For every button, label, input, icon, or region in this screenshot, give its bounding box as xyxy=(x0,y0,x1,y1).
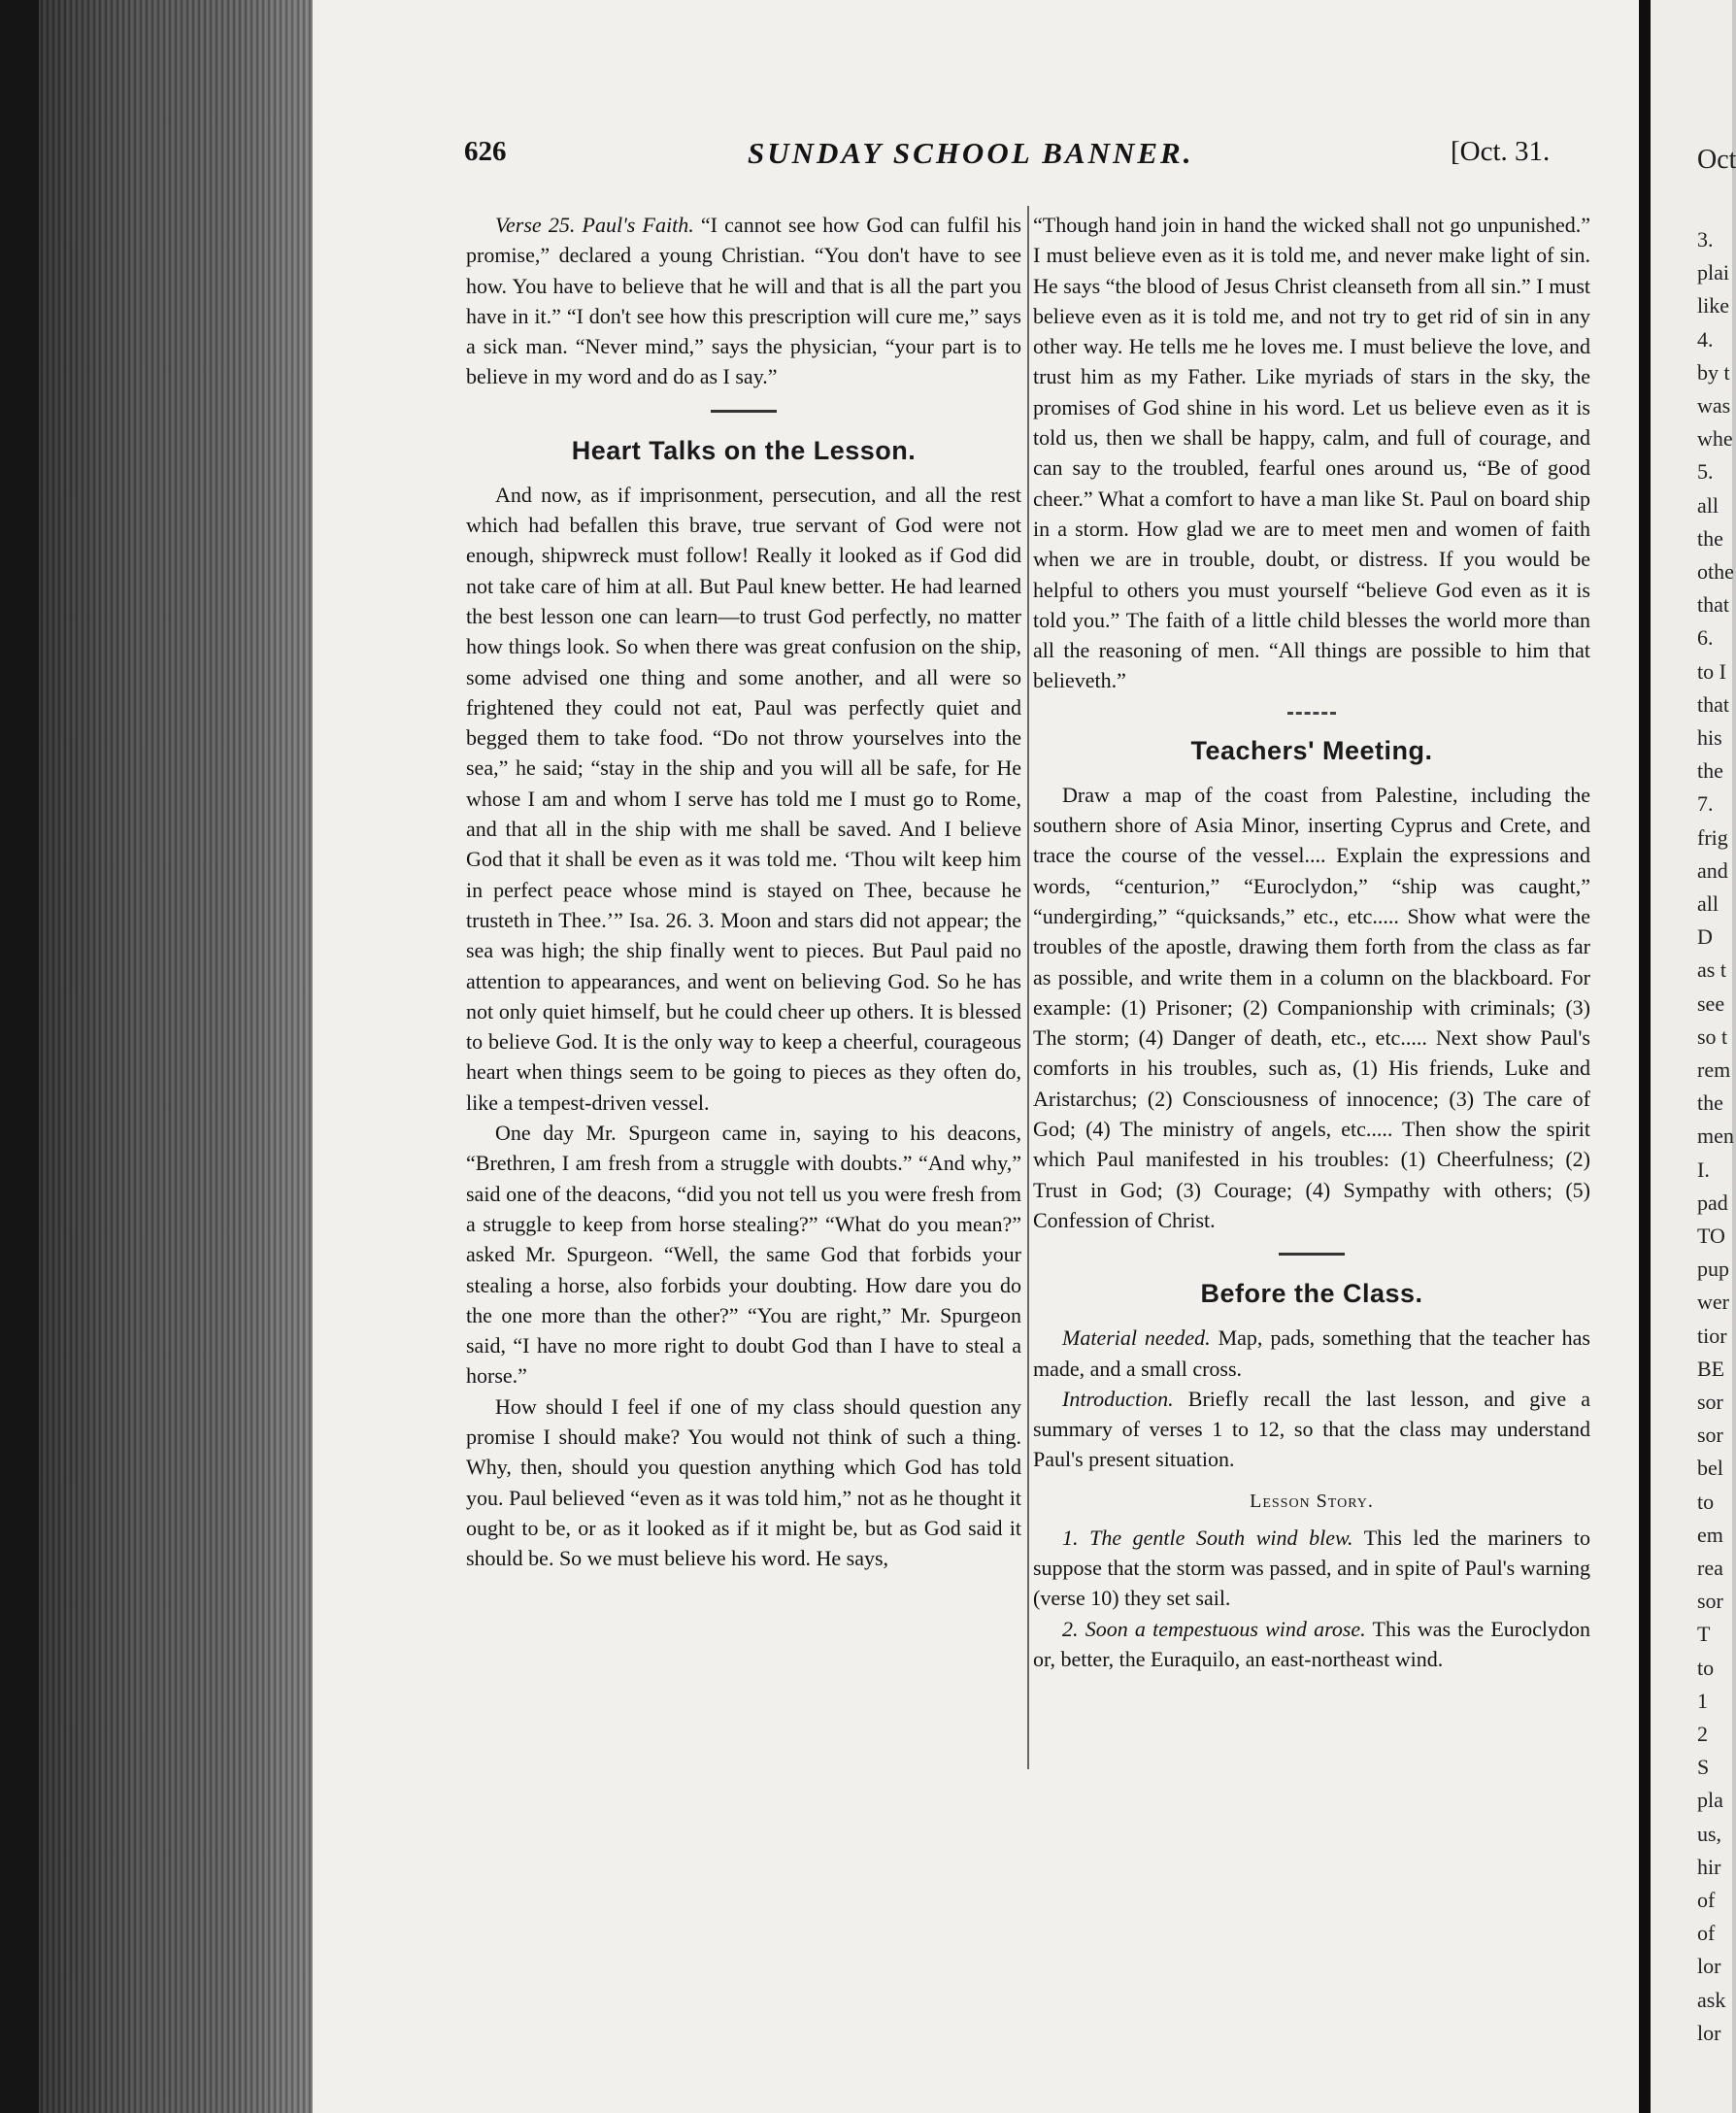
left-column xyxy=(466,210,1021,1573)
facing-page-fragment-line: em xyxy=(1697,1522,1723,1547)
verse-paragraph xyxy=(466,210,1021,392)
story-item-1-text: This led the mariners to suppose that the storm was passed, and in spite of Paul's warning (verse 10) they set sail. xyxy=(1033,1525,1590,1611)
before-the-class-heading: Before the Class. xyxy=(1200,1279,1423,1309)
facing-page-fragment-line: that xyxy=(1697,691,1729,717)
material-text: Map, pads, something that the teacher has made, and a small cross. xyxy=(1033,1325,1590,1381)
facing-page-fragment-line: sor xyxy=(1697,1390,1723,1414)
facing-page-fragment-line: TO xyxy=(1697,1224,1725,1248)
facing-page-fragment-line: to xyxy=(1697,1489,1715,1514)
facing-page-header: Oct xyxy=(1697,145,1736,175)
facing-page-fragment-line: sor xyxy=(1697,1589,1723,1614)
journal-title: SUNDAY SCHOOL BANNER. xyxy=(748,136,1194,170)
story-item-2-lede: 2. Soon a tempestuous wind arose. xyxy=(1062,1616,1366,1641)
lesson-story-heading: Lesson Story. xyxy=(1250,1490,1374,1512)
facing-page-fragment-line: the xyxy=(1697,525,1723,551)
story-item-2 xyxy=(1033,1614,1590,1675)
facing-page-fragment-line: to xyxy=(1697,1655,1715,1680)
facing-page-fragment-line: the xyxy=(1697,758,1723,784)
facing-page-fragment-line: his xyxy=(1697,725,1722,750)
facing-page-fragment-line: T xyxy=(1697,1622,1711,1647)
facing-page-fragment-line: was xyxy=(1697,393,1731,418)
facing-page-fragment-line: 1 xyxy=(1697,1688,1708,1713)
facing-page-fragment-line: lor xyxy=(1697,1954,1721,1979)
facing-page-fragment-line: that xyxy=(1697,592,1729,618)
facing-page-fragment-line: all xyxy=(1697,492,1719,518)
facing-page-fragment-line: to I xyxy=(1697,658,1726,684)
facing-page-fragment-line: lor xyxy=(1697,2020,1721,2045)
facing-page-fragment-line: frig xyxy=(1697,824,1728,850)
verse-text: “I cannot see how God can fulfil his promise,” declared a young Christian. “You don't have to see how. You have to believe that he will and that is all the part you have in it.” “I don't see how this prescription will cure me,” says a sick man. “Never mind,” says the physician, “your part is to believe in my word and do as I say.” xyxy=(466,213,1021,389)
teachers-meeting-text: Draw a map of the coast from Palestine, including the southern shore of Asia Minor, inserting Cyprus and Crete, and trace the course of the vessel.... Explain the expressions and words, “centurion,” “Euroclydon,” “ship was caught,” “undergirding,” “quicksands,” etc., etc..... Show what were the troubles of the apostle, drawing them forth from the class as far as possible, and write them in a column on the blackboard. For example: (1) Prisoner; (2) Companionship with criminals; (3) The storm; (4) Danger of death, etc., etc..... Next show Paul's comforts in his troubles, such as, (1) His friends, Luke and Aristarchus; (2) Consciousness of innocence; (3) The care of God; (4) The ministry of angels, etc..... Then show the spirit which Paul manifested in his troubles: (1) Cheerfulness; (2) Trust in God; (3) Courage; (4) Sympathy with others; (5) Confession of Christ. xyxy=(1033,782,1590,1232)
facing-page-fragment-line: as t xyxy=(1697,957,1726,983)
facing-page-fragment-line: us, xyxy=(1697,1821,1722,1846)
facing-page-fragment-line: pup xyxy=(1697,1257,1729,1282)
introduction-text: Briefly recall the last lesson, and give a summary of verses 1 to 12, so that the class may understand Paul's present situation. xyxy=(1033,1386,1591,1472)
heart-talks-paragraph-2: One day Mr. Spurgeon came in, saying to his deacons, “Brethren, I am fresh from a struggle with doubts.” “And why,” said one of the deacons, “did you not tell us you were fresh from a struggle to keep from horse stealing?” “What do you mean?” asked Mr. Spurgeon. “Well, the same God that forbids your stealing a horse, also forbids your doubting. How dare you do the one more than the other?” “You are right,” Mr. Spurgeon said, “I have no more right to doubt God than I have to steal a horse.” xyxy=(466,1121,1021,1389)
facing-page-fragment-line: D xyxy=(1697,924,1713,950)
introduction-paragraph xyxy=(1033,1384,1590,1475)
facing-page-fragment-line: see xyxy=(1697,990,1725,1016)
facing-page-fragment-line: whe xyxy=(1697,426,1733,452)
right-column xyxy=(1033,210,1590,1674)
column-divider xyxy=(1027,206,1029,1769)
facing-page-fragment-line: sor xyxy=(1697,1423,1723,1448)
facing-page-fragment-line: by t xyxy=(1697,359,1730,385)
teachers-meeting-heading: Teachers' Meeting. xyxy=(1190,735,1433,765)
heart-talks-continuation: “Though hand join in hand the wicked shall not go unpunished.” I must believe even as it is told me, and never make light of sin. He says “the blood of Jesus Christ cleanseth from all sin.” I must believe even as it is told me, and not try to get rid of sin in any other way. He tells me he loves me. I must believe the love, and trust him as my Father. Like myriads of stars in the sky, the promises of God shine in his word. Let us believe even as it is told us, then we shall be happy, calm, and full of courage, and can say to the troubled, fearful ones around us, “Be of good cheer.” What a comfort to have a man like St. Paul on board ship in a storm. How glad we are to meet men and women of faith when we are in trouble, doubt, or distress. If you would be helpful to others you must yourself “believe God even as it is told you.” The faith of a little child blesses the world more than all the reasoning of men. “All things are possible to him that believeth.” xyxy=(1033,213,1590,693)
facing-page-fragment-line: the xyxy=(1697,1090,1723,1116)
introduction-lede: Introduction. xyxy=(1062,1386,1174,1411)
facing-page-fragment-line: othe xyxy=(1697,559,1734,584)
facing-page-fragment-line: rea xyxy=(1697,1556,1723,1580)
facing-page-fragment-line: 3. xyxy=(1697,227,1714,252)
facing-page-fragment-line: and xyxy=(1697,857,1728,883)
facing-page-fragment-line: like xyxy=(1697,293,1729,319)
story-item-2-text: This was the Euroclydon or, better, the Euraquilo, an east-northeast wind. xyxy=(1033,1616,1590,1671)
book-spine-shadow xyxy=(0,0,39,2113)
facing-page-fragment-line: 2 xyxy=(1697,1722,1708,1746)
facing-page-fragment-line: wer xyxy=(1697,1290,1729,1315)
book-page-edges xyxy=(0,0,313,2113)
facing-page-fragment-line: rem xyxy=(1697,1057,1731,1082)
facing-page-fragment-line: pla xyxy=(1697,1788,1723,1813)
material-lede: Material needed. xyxy=(1062,1325,1211,1351)
page-number: 626 xyxy=(464,136,507,167)
facing-page-fragment-line: hir xyxy=(1697,1854,1721,1879)
facing-page-fragment-line: of xyxy=(1697,1888,1716,1912)
section-rule xyxy=(1287,712,1336,715)
facing-page-fragment-line: so t xyxy=(1697,1023,1728,1049)
story-item-1-lede: 1. The gentle South wind blew. xyxy=(1062,1525,1353,1550)
facing-page-fragment-line: 5. xyxy=(1697,459,1714,485)
material-paragraph xyxy=(1033,1323,1590,1384)
facing-page-fragment-line: of xyxy=(1697,1921,1716,1946)
facing-page-fragment-line: ask xyxy=(1697,1987,1726,2012)
facing-page-fragment-line: 6. xyxy=(1697,625,1714,651)
verse-lede: Verse 25. Paul's Faith. xyxy=(495,213,694,237)
facing-page-fragment-line: I. xyxy=(1697,1157,1710,1182)
facing-page-fragment-line: men xyxy=(1697,1124,1734,1149)
facing-page-fragment-line: BE xyxy=(1697,1356,1725,1381)
facing-page-fragment-line: S xyxy=(1697,1755,1710,1780)
heart-talks-heading: Heart Talks on the Lesson. xyxy=(571,435,917,465)
header-date: [Oct. 31. xyxy=(1451,136,1551,167)
facing-page-fragment-line: 4. xyxy=(1697,326,1714,352)
facing-page-fragment-line: bel xyxy=(1697,1456,1723,1481)
heart-talks-paragraph-3: How should I feel if one of my class should question any promise I should make? You would not think of such a thing. Why, then, should you question anything which God has told you. Paul believed “even as it was told him,” not as he thought it ought to be, or as it looked as if it might be, but as God said it should be. So we must believe his word. He says, xyxy=(466,1393,1021,1571)
facing-page-fragment-line: plai xyxy=(1697,260,1729,285)
facing-page-fragment-line: tior xyxy=(1697,1323,1727,1348)
facing-page-fragment-line: all xyxy=(1697,891,1719,916)
section-rule xyxy=(1279,1253,1345,1256)
story-item-1 xyxy=(1033,1523,1590,1614)
section-rule xyxy=(711,410,777,413)
facing-page-fragment-line: pad xyxy=(1697,1190,1728,1215)
facing-page-fragment-line: 7. xyxy=(1697,791,1714,817)
heart-talks-paragraph-1: And now, as if imprisonment, persecution, and all the rest which had befallen this brave, true servant of God were not enough, shipwreck must follow! Really it looked as if God did not take care of him at all. But Paul knew better. He had learned the best lesson one can learn—to trust God perfectly, no matter how things look. So when there was great confusion on the ship, some advised one thing and some another, and all were so frightened they could not eat, Paul was perfectly quiet and begged them to take food. “Do not throw yourselves into the sea,” he said; “stay in the ship and you will all be safe, for He whose I am and whom I serve has told me I must go to Rome, and that all in the ship with me shall be saved. And I believe God that it shall be even as it was told me. ‘Thou wilt keep him in perfect peace whose mind is stayed on Thee, because he trusteth in Thee.’” Isa. 26. 3. Moon and stars did not appear; the sea was high; the ship finally went to pieces. But Paul paid no attention to appearances, and went on believing God. So he has not only quiet himself, but he could cheer up others. It is blessed to believe God. It is the only way to keep a cheerful, courageous heart when things seem to be going to pieces as they often do, like a tempest-driven vessel. xyxy=(466,482,1021,1115)
book-gutter xyxy=(1639,0,1651,2113)
facing-page-fragment xyxy=(1651,0,1736,2113)
